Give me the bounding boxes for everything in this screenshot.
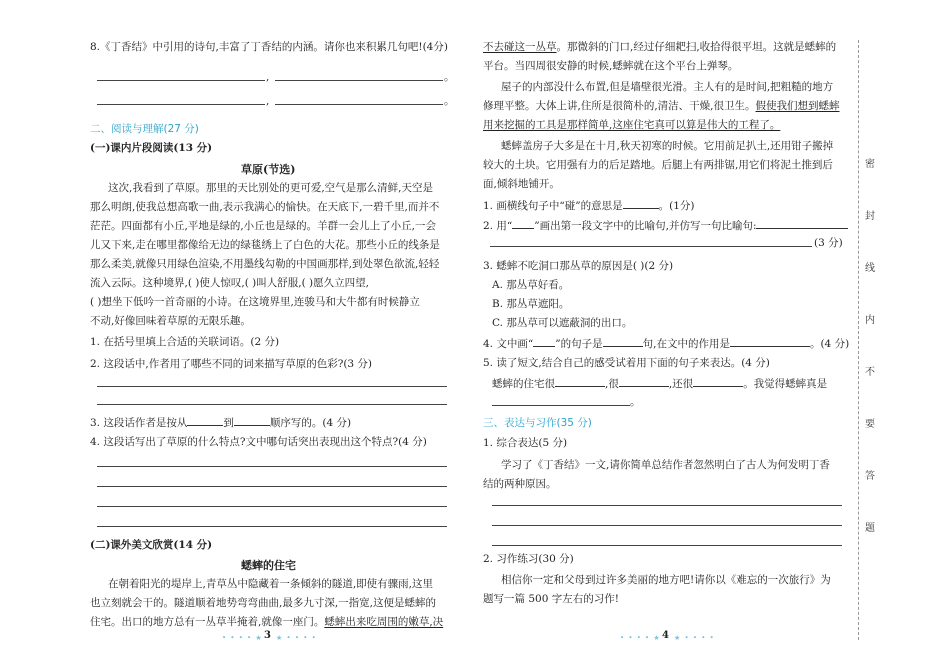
answer-line[interactable] xyxy=(492,545,842,546)
question-1: 1. 在括号里填上合适的关联词语。(2 分) xyxy=(90,336,280,348)
writing-task-1-text: 结的两种原因。 xyxy=(483,478,557,490)
sealing-line xyxy=(858,40,859,640)
blank[interactable] xyxy=(730,336,810,347)
seal-char: 封 xyxy=(865,211,875,222)
part-1-heading: (一)课内片段阅读(13 分) xyxy=(90,142,213,154)
answer-line[interactable] xyxy=(97,104,265,105)
answer-line[interactable] xyxy=(97,486,447,487)
question-r4: 4. 文中画“ ”的句子是 句,在文中的作用是 。(4 分) xyxy=(483,338,850,350)
passage-line: 面,倾斜地铺开。 xyxy=(483,178,560,190)
passage-line: 在朝着阳光的堤岸上,青草丛中隐藏着一条倾斜的隧道,即使有骤雨,这里 xyxy=(108,578,434,590)
seal-char: 不 xyxy=(865,367,875,378)
blank[interactable] xyxy=(623,198,659,209)
answer-line[interactable] xyxy=(97,404,447,405)
writing-task-2-text: 题写一篇 500 字左右的习作! xyxy=(483,593,619,605)
option-a[interactable]: A. 那丛草好看。 xyxy=(492,279,570,291)
blank[interactable] xyxy=(756,218,848,229)
blank[interactable] xyxy=(693,376,743,387)
passage-line: 也立刻就会干的。隧道顺着地势弯弯曲曲,最多九寸深,一指宽,这便是蟋蟀的 xyxy=(90,597,437,609)
passage-line: 修理平整。大体上讲,住所是很简朴的,清洁、干燥,很卫生。假使我们想到蟋蟀 xyxy=(483,100,840,112)
passage-line: 屋子的内部没什么布置,但是墙壁很光滑。主人有的是时间,把粗糙的地方 xyxy=(501,81,834,93)
answer-line[interactable] xyxy=(492,525,842,526)
seal-char: 答 xyxy=(865,471,875,482)
seal-char: 要 xyxy=(865,419,875,430)
passage-title-cricket: 蟋蟀的住宅 xyxy=(241,559,296,572)
writing-task-1-text: 学习了《丁香结》一文,请你简单总结作者忽然明白了古人为何发明丁香 xyxy=(501,459,830,471)
page-number: 3 xyxy=(264,630,271,641)
answer-line[interactable] xyxy=(275,104,443,105)
answer-line[interactable] xyxy=(492,405,630,406)
passage-line: ( )想坐下低吟一首奇丽的小诗。在这境界里,连骏马和大牛都有时候静立 xyxy=(90,296,420,308)
passage-line: 流入云际。这种境界,( )使人惊叹,( )叫人舒服,( )愿久立四望, xyxy=(90,277,369,289)
seal-char: 线 xyxy=(865,263,875,274)
answer-line[interactable] xyxy=(97,466,447,467)
answer-line[interactable] xyxy=(275,80,443,81)
passage-line: 那么明朗,使我总想高歌一曲,表示我满心的愉快。在天底下,一碧千里,而并不 xyxy=(90,201,440,213)
decor-dots: • • • • ★ xyxy=(620,634,661,642)
seal-char: 内 xyxy=(865,315,875,326)
blank[interactable] xyxy=(533,336,555,347)
passage-line: 平台。当四周很安静的时候,蟋蟀就在这个平台上弹琴。 xyxy=(483,60,739,72)
question-2: 2. 这段话中,作者用了哪些不同的词来描写草原的色彩?(3 分) xyxy=(90,358,373,370)
writing-task-2: 2. 习作练习(30 分) xyxy=(483,553,574,565)
passage-line: 不去碰这一丛草。那微斜的门口,经过仔细耙扫,收拾得很平坦。这就是蟋蟀的 xyxy=(483,41,837,53)
writing-task-1: 1. 综合表达(5 分) xyxy=(483,437,568,449)
answer-line[interactable] xyxy=(97,386,447,387)
question-r5: 5. 读了短文,结合自己的感受试着用下面的句子来表达。(4 分) xyxy=(483,357,770,369)
seal-char: 题 xyxy=(865,523,875,534)
answer-line[interactable] xyxy=(97,506,447,507)
section-2-heading: 二、阅读与理解(27 分) xyxy=(90,123,199,135)
passage-line: 儿又下来,走在哪里都像给无边的绿毯绣上了白色的大花。那些小丘的线条是 xyxy=(90,239,440,251)
writing-task-2-text: 相信你一定和父母到过许多美丽的地方吧!请你以《难忘的一次旅行》为 xyxy=(501,574,831,586)
page-number: 4 xyxy=(662,630,669,641)
passage-line: 茫茫。四面都有小丘,平地是绿的,小丘也是绿的。羊群一会儿上了小丘,一会 xyxy=(90,220,437,232)
passage-line: 那么柔美,就像只用绿色渲染,不用墨线勾勒的中国画那样,到处翠色欲流,轻轻 xyxy=(90,258,440,270)
blank[interactable] xyxy=(619,376,669,387)
passage-line: 用来挖掘的工具是那样简单,这座住宅真可以算是伟大的工程了。 xyxy=(483,119,781,131)
question-3: 3. 这段话作者是按从 到 顺序写的。(4 分) xyxy=(90,417,352,429)
option-c[interactable]: C. 那丛草可以遮蔽洞的出口。 xyxy=(492,317,633,329)
score-note: (3 分) xyxy=(814,237,843,249)
answer-line[interactable] xyxy=(492,505,842,506)
blank[interactable] xyxy=(234,415,270,426)
passage-line: 较大的土块。它用强有力的后足踏地。后腿上有两排锯,用它们将泥土推到后 xyxy=(483,159,833,171)
question-8: 8.《丁香结》中引用的诗句,丰富了丁香结的内涵。请你也来积累几句吧!(4分) xyxy=(90,41,448,53)
answer-line[interactable] xyxy=(490,246,812,247)
question-4: 4. 这段话写出了草原的什么特点?文中哪句话突出表现出这个特点?(4 分) xyxy=(90,436,427,448)
blank[interactable] xyxy=(555,376,605,387)
question-r3: 3. 蟋蟀不吃洞口那丛草的原因是( )(2 分) xyxy=(483,260,674,272)
passage-line: 住宅。出口的地方总有一丛草半掩着,就像一座门。蟋蟀出来吃周围的嫩草,决 xyxy=(90,616,444,628)
passage-line: 这次,我看到了草原。那里的天比别处的更可爱,空气是那么清鲜,天空是 xyxy=(108,182,434,194)
question-r5-sentence: 蟋蟀的住宅很 ,很 ,还很 。我觉得蟋蟀真是 xyxy=(492,378,828,390)
blank[interactable] xyxy=(187,415,223,426)
decor-dots: ★ • • • • xyxy=(674,634,715,642)
part-2-heading: (二)课外美文欣赏(14 分) xyxy=(90,539,213,551)
question-r2: 2. 用“ ”画出第一段文字中的比喻句,并仿写一句比喻句: xyxy=(483,218,848,233)
option-b[interactable]: B. 那丛草遮阳。 xyxy=(492,298,570,310)
passage-line: 不动,好像回味着草原的无限乐趣。 xyxy=(90,315,251,327)
blank[interactable] xyxy=(603,336,643,347)
answer-line[interactable] xyxy=(97,80,265,81)
passage-line: 蟋蟀盖房子大多是在十月,秋天初寒的时候。它用前足扒土,还用钳子搬掉 xyxy=(501,140,834,152)
decor-dots: ★ • • • • xyxy=(276,634,317,642)
decor-dots: • • • • ★ xyxy=(222,634,263,642)
section-3-heading: 三、表达与习作(35 分) xyxy=(483,417,592,429)
answer-line[interactable] xyxy=(97,526,447,527)
question-r1: 1. 画横线句子中“碰”的意思是 。(1分) xyxy=(483,200,695,212)
seal-char: 密 xyxy=(865,159,875,170)
passage-title-grassland: 草原(节选) xyxy=(241,163,296,176)
blank[interactable] xyxy=(512,218,534,229)
